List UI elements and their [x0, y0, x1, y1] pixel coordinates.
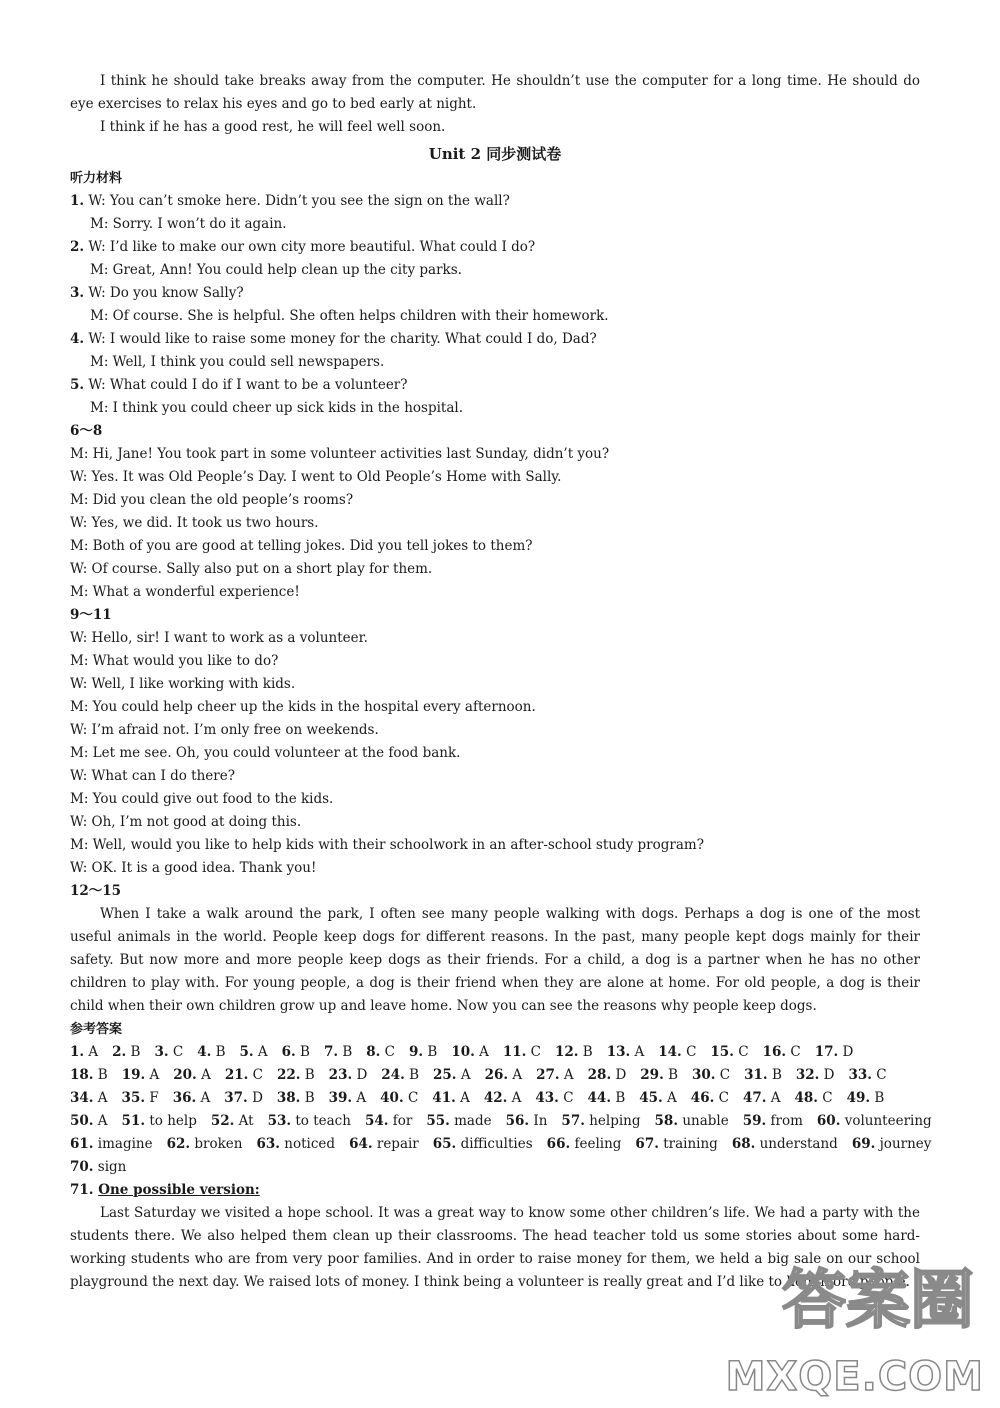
watermark [725, 1250, 988, 1400]
dialog-line [70, 374, 920, 397]
answer-item [555, 1041, 593, 1064]
answer-item [506, 1110, 548, 1133]
answer-value: A [460, 1067, 471, 1083]
answer-value: C [876, 1067, 887, 1083]
answer-value: A [667, 1090, 677, 1106]
answer-item [743, 1087, 781, 1110]
answer-item [70, 1041, 98, 1064]
answer-value: At [238, 1113, 254, 1129]
writing-label: One possible version: [98, 1182, 260, 1198]
answer-value: B [304, 1090, 315, 1106]
dialog-line: M: You could help cheer up the kids in the hospital every afternoon. [70, 699, 536, 715]
answer-value: understand [759, 1136, 838, 1152]
section-12-15-label: 12～15 [70, 883, 122, 899]
answer-item [381, 1064, 419, 1087]
answer-key [70, 1041, 932, 1179]
dialog-line [70, 190, 920, 213]
answer-value: C [407, 1090, 419, 1106]
answer-value: A [511, 1090, 522, 1106]
answer-item [277, 1064, 315, 1087]
answer-item [70, 1156, 126, 1179]
dialog-line: W: Well, I like working with kids. [70, 676, 296, 692]
answer-number: 64. [349, 1136, 373, 1152]
answer-number: 67. [635, 1136, 659, 1152]
answer-value: training [663, 1136, 718, 1152]
dialog-line: M: Great, Ann! You could help clean up the city parks. [90, 262, 462, 278]
answer-value: difficulties [460, 1136, 533, 1152]
answer-item [154, 1041, 183, 1064]
answer-item [451, 1041, 489, 1064]
answer-number: 22. [276, 1067, 301, 1083]
answer-item [732, 1133, 838, 1156]
answer-value: feeling [574, 1136, 622, 1152]
section-9-11 [70, 627, 920, 880]
answer-number: 19. [121, 1067, 146, 1083]
dialog-line: M: Both of you are good at telling jokes. Did you tell jokes to them? [70, 538, 533, 554]
answer-value: B [615, 1090, 626, 1106]
answer-value: B [874, 1090, 885, 1106]
answer-value: broken [194, 1136, 243, 1152]
answer-number: 2. [112, 1044, 127, 1060]
answer-value: C [172, 1044, 184, 1060]
answer-value: helping [589, 1113, 641, 1129]
answer-value: A [479, 1044, 489, 1060]
answer-value: noticed [284, 1136, 336, 1152]
answer-number: 27. [536, 1067, 560, 1083]
answer-value: B [771, 1067, 782, 1083]
answer-item [561, 1110, 640, 1133]
answer-item [268, 1110, 351, 1133]
section-6-8 [70, 443, 920, 604]
answer-value: B [130, 1044, 141, 1060]
dialog-line: W: I’m afraid not. I’m only free on weekends. [70, 722, 379, 738]
answer-item [639, 1087, 677, 1110]
dialog-line: M: Well, I think you could sell newspapers. [90, 354, 385, 370]
answer-number: 7. [323, 1044, 339, 1060]
writing-number: 71. [70, 1182, 94, 1198]
answer-value: C [719, 1067, 731, 1083]
answer-number: 54. [364, 1113, 389, 1129]
section-12-15-passage: When I take a walk around the park, I often see many people walking with dogs. Perhaps a dog is one of the most useful animals in the world. People keep dogs for different reasons. In the past, many people kept dogs mainly for their safety. But now more and more people keep dogs as their friends. For a child, a dog is a partner when he has no other children to play with. For young people, a dog is their friend when they are alone at home. For old people, a dog is their child when their own children grow up and leave home. Now you can see the reasons why people keep dogs. [70, 906, 920, 1014]
answer-value: A [356, 1090, 367, 1106]
answer-value: A [460, 1090, 470, 1106]
answer-item [70, 1064, 108, 1087]
answer-value: C [790, 1044, 801, 1060]
dialog-number: 2. [70, 239, 85, 255]
answer-item [547, 1133, 622, 1156]
unit-title: Unit 2 同步测试卷 [428, 145, 562, 163]
answer-item [257, 1133, 336, 1156]
answer-value: journey [879, 1136, 932, 1152]
answer-number: 40. [380, 1090, 404, 1106]
answer-number: 52. [210, 1113, 235, 1129]
answer-item [763, 1041, 801, 1064]
answers-label: 参考答案 [70, 1022, 123, 1037]
answer-item [366, 1041, 395, 1064]
answer-item [173, 1064, 211, 1087]
answer-value: A [200, 1090, 211, 1106]
answer-number: 9. [409, 1044, 424, 1060]
answer-item [796, 1064, 835, 1087]
answer-number: 47. [742, 1090, 767, 1106]
answer-number: 61. [70, 1136, 94, 1152]
answer-number: 15. [710, 1044, 734, 1060]
answer-item [710, 1041, 748, 1064]
answer-item [70, 1087, 108, 1110]
answer-value: A [149, 1067, 160, 1083]
answer-value: B [582, 1044, 593, 1060]
answer-number: 20. [173, 1067, 197, 1083]
answer-value: unable [682, 1113, 729, 1129]
answer-row [70, 1041, 920, 1064]
answer-item [484, 1087, 522, 1110]
answer-number: 16. [762, 1044, 787, 1060]
answer-item [658, 1041, 696, 1064]
answer-number: 24. [381, 1067, 405, 1083]
answer-number: 49. [846, 1090, 871, 1106]
dialog-line: W: Of course. Sally also put on a short play for them. [70, 561, 433, 577]
answer-number: 68. [731, 1136, 756, 1152]
answer-number: 46. [690, 1090, 715, 1106]
answer-item [847, 1087, 885, 1110]
answer-number: 8. [366, 1044, 381, 1060]
answer-value: A [634, 1044, 645, 1060]
answer-number: 69. [851, 1136, 876, 1152]
answer-number: 11. [502, 1044, 527, 1060]
answer-number: 34. [70, 1090, 94, 1106]
answer-value: D [356, 1067, 368, 1083]
answer-item [426, 1110, 491, 1133]
answer-item [692, 1064, 730, 1087]
answer-item [324, 1041, 352, 1064]
answer-number: 62. [166, 1136, 191, 1152]
answer-value: A [88, 1044, 99, 1060]
answer-item [240, 1041, 268, 1064]
dialog-number: 3. [70, 285, 85, 301]
dialog-number: 4. [70, 331, 85, 347]
intro-paragraph-1: I think he should take breaks away from the computer. He shouldn’t use the computer for a long time. He should do eye exercises to relax his eyes and go to bed early at night. [70, 73, 920, 112]
answer-number: 32. [795, 1067, 820, 1083]
answer-number: 5. [239, 1044, 254, 1060]
answer-value: D [252, 1090, 263, 1106]
answer-item [365, 1110, 412, 1133]
answer-item [70, 1133, 153, 1156]
answer-number: 13. [606, 1044, 631, 1060]
answer-number: 59. [742, 1113, 767, 1129]
answer-number: 12. [555, 1044, 579, 1060]
writing-passage: Last Saturday we visited a hope school. It was a great way to know some other children’s life. We had a party with the students there. We also helped them clean up their classrooms. The head teacher told us some stories about some hard-working students who are from very poor families. And in order to raise money for them, we held a big sale on our school playground the next day. We raised lots of money. I think being a volunteer is really great and I’d like to help more people. [70, 1205, 920, 1290]
answer-number: 25. [433, 1067, 457, 1083]
answer-value: D [842, 1044, 854, 1060]
answer-value: A [97, 1113, 108, 1129]
answer-number: 31. [744, 1067, 768, 1083]
watermark-logo-icon [768, 1250, 988, 1340]
answer-value: B [342, 1044, 353, 1060]
answer-item [122, 1110, 197, 1133]
dialog-line: M: I think you could cheer up sick kids in the hospital. [90, 400, 464, 416]
answer-value: to teach [295, 1113, 351, 1129]
dialog-number: 5. [70, 377, 85, 393]
answer-number: 14. [658, 1044, 682, 1060]
answer-item [503, 1041, 541, 1064]
answer-number: 28. [587, 1067, 612, 1083]
dialog-text: W: Do you know Sally? [88, 285, 244, 301]
answer-row [70, 1110, 932, 1133]
listening-label: 听力材料 [70, 171, 123, 186]
answer-value: sign [97, 1159, 127, 1175]
answer-number: 60. [816, 1113, 841, 1129]
answer-item [655, 1110, 729, 1133]
answer-number: 38. [276, 1090, 301, 1106]
dialog-line: M: Well, would you like to help kids with their schoolwork in an after-school study program? [70, 837, 704, 853]
answer-number: 30. [692, 1067, 716, 1083]
answer-item [380, 1087, 418, 1110]
answer-value: In [533, 1113, 548, 1129]
answer-value: C [530, 1044, 541, 1060]
answer-item [122, 1064, 160, 1087]
answer-item [329, 1064, 368, 1087]
answer-item [432, 1087, 470, 1110]
dialog-line: M: What would you like to do? [70, 653, 279, 669]
writing-heading [70, 1179, 920, 1202]
answer-number: 44. [587, 1090, 612, 1106]
dialog-text: W: I would like to raise some money for the charity. What could I do, Dad? [88, 331, 597, 347]
answer-value: B [215, 1044, 226, 1060]
answer-number: 58. [654, 1113, 679, 1129]
answer-number: 4. [197, 1044, 212, 1060]
answer-number: 10. [451, 1044, 475, 1060]
answer-number: 51. [121, 1113, 146, 1129]
answer-value: repair [376, 1136, 419, 1152]
dialog-number: 1. [70, 193, 85, 209]
answer-value: imagine [97, 1136, 153, 1152]
answer-item [852, 1133, 932, 1156]
answer-number: 65. [432, 1136, 457, 1152]
answer-item [635, 1133, 717, 1156]
answer-value: B [427, 1044, 438, 1060]
answer-value: C [384, 1044, 395, 1060]
intro-paragraph-2: I think if he has a good rest, he will feel well soon. [100, 119, 446, 135]
dialog-line: M: Did you clean the old people’s rooms? [70, 492, 354, 508]
answer-value: C [252, 1067, 263, 1083]
answer-value: made [454, 1113, 492, 1129]
answer-value: volunteering [844, 1113, 932, 1129]
dialog-line [70, 282, 920, 305]
answer-number: 41. [432, 1090, 456, 1106]
dialog-text: W: I’d like to make our own city more beautiful. What could I do? [88, 239, 536, 255]
answer-value: D [823, 1067, 835, 1083]
answer-item [744, 1064, 782, 1087]
answer-item [70, 1110, 108, 1133]
answer-number: 50. [70, 1113, 94, 1129]
dialog-line: M: Let me see. Oh, you could volunteer at the food bank. [70, 745, 461, 761]
answer-value: for [392, 1113, 413, 1129]
answer-number: 70. [70, 1159, 94, 1175]
answer-value: B [668, 1067, 678, 1083]
answer-number: 17. [814, 1044, 839, 1060]
answer-number: 42. [483, 1090, 508, 1106]
answer-item [691, 1087, 729, 1110]
answer-item [588, 1064, 627, 1087]
answer-number: 26. [484, 1067, 509, 1083]
answer-item [485, 1064, 523, 1087]
answer-value: B [300, 1044, 310, 1060]
answer-number: 37. [224, 1090, 248, 1106]
answer-number: 57. [561, 1113, 585, 1129]
dialog-line [70, 236, 920, 259]
answer-number: 33. [848, 1067, 872, 1083]
answer-item [433, 1133, 533, 1156]
answer-value: A [257, 1044, 268, 1060]
answer-item [349, 1133, 419, 1156]
answer-row [70, 1156, 920, 1179]
answer-row [70, 1133, 932, 1156]
watermark-logo-text: 答案圈 [782, 1264, 974, 1338]
answer-value: A [512, 1067, 523, 1083]
answer-number: 35. [121, 1090, 146, 1106]
answer-number: 56. [505, 1113, 530, 1129]
answer-item [848, 1064, 886, 1087]
document-page [70, 70, 932, 1294]
answer-value: C [738, 1044, 749, 1060]
answer-item [282, 1041, 310, 1064]
answer-item [815, 1041, 854, 1064]
answer-number: 18. [70, 1067, 94, 1083]
answer-number: 3. [154, 1044, 169, 1060]
answer-value: A [770, 1090, 781, 1106]
answer-value: B [97, 1067, 108, 1083]
answer-value: from [770, 1113, 803, 1129]
answer-value: D [615, 1067, 627, 1083]
answer-item [607, 1041, 645, 1064]
answer-row [70, 1064, 920, 1087]
dialog-list [70, 190, 920, 420]
answer-value: B [304, 1067, 315, 1083]
answer-number: 1. [70, 1044, 85, 1060]
dialog-line: M: Of course. She is helpful. She often helps children with their homework. [90, 308, 609, 324]
answer-item [743, 1110, 803, 1133]
dialog-text: W: You can’t smoke here. Didn’t you see the sign on the wall? [88, 193, 510, 209]
dialog-line: M: Sorry. I won’t do it again. [90, 216, 287, 232]
answer-value: F [149, 1090, 159, 1106]
answer-item [536, 1064, 574, 1087]
answer-item [640, 1064, 678, 1087]
dialog-line: W: Oh, I’m not good at doing this. [70, 814, 302, 830]
dialog-text: W: What could I do if I want to be a volunteer? [88, 377, 408, 393]
answer-item [173, 1087, 211, 1110]
answer-value: to help [149, 1113, 197, 1129]
dialog-line: W: Hello, sir! I want to work as a volunteer. [70, 630, 368, 646]
answer-value: A [201, 1067, 211, 1083]
answer-number: 39. [328, 1090, 353, 1106]
section-9-11-label: 9～11 [70, 607, 112, 623]
answer-item [167, 1133, 243, 1156]
answer-item [817, 1110, 932, 1133]
answer-item [224, 1087, 263, 1110]
watermark-site: MXQE.COM [725, 1354, 984, 1400]
answer-item [197, 1041, 225, 1064]
answer-value: C [563, 1090, 574, 1106]
answer-item [794, 1087, 832, 1110]
answer-number: 55. [426, 1113, 450, 1129]
answer-number: 36. [172, 1090, 197, 1106]
answer-value: C [822, 1090, 833, 1106]
answer-item [433, 1064, 471, 1087]
dialog-line: W: What can I do there? [70, 768, 235, 784]
answer-item [225, 1064, 263, 1087]
dialog-line: M: What a wonderful experience! [70, 584, 300, 600]
answer-item [277, 1087, 315, 1110]
answer-item [409, 1041, 437, 1064]
dialog-line: W: OK. It is a good idea. Thank you! [70, 860, 317, 876]
dialog-line [70, 328, 920, 351]
answer-number: 6. [281, 1044, 296, 1060]
answer-number: 23. [328, 1067, 353, 1083]
dialog-line: M: You could give out food to the kids. [70, 791, 334, 807]
answer-item [122, 1087, 159, 1110]
answer-number: 21. [224, 1067, 249, 1083]
answer-item [211, 1110, 254, 1133]
answer-item [112, 1041, 140, 1064]
dialog-line: W: Yes. It was Old People’s Day. I went to Old People’s Home with Sally. [70, 469, 562, 485]
answer-number: 29. [640, 1067, 664, 1083]
answer-item [329, 1087, 367, 1110]
answer-number: 48. [794, 1090, 818, 1106]
answer-item [588, 1087, 626, 1110]
answer-number: 45. [639, 1090, 663, 1106]
answer-number: 66. [546, 1136, 571, 1152]
answer-number: 53. [267, 1113, 292, 1129]
answer-value: A [563, 1067, 574, 1083]
answer-number: 63. [256, 1136, 280, 1152]
answer-value: B [409, 1067, 420, 1083]
answer-value: A [97, 1090, 108, 1106]
answer-row [70, 1087, 920, 1110]
answer-number: 43. [535, 1090, 559, 1106]
dialog-line: W: Yes, we did. It took us two hours. [70, 515, 319, 531]
dialog-line: M: Hi, Jane! You took part in some volunteer activities last Sunday, didn’t you? [70, 446, 610, 462]
answer-value: C [686, 1044, 697, 1060]
answer-value: C [718, 1090, 729, 1106]
answer-item [535, 1087, 573, 1110]
section-6-8-label: 6～8 [70, 423, 103, 439]
